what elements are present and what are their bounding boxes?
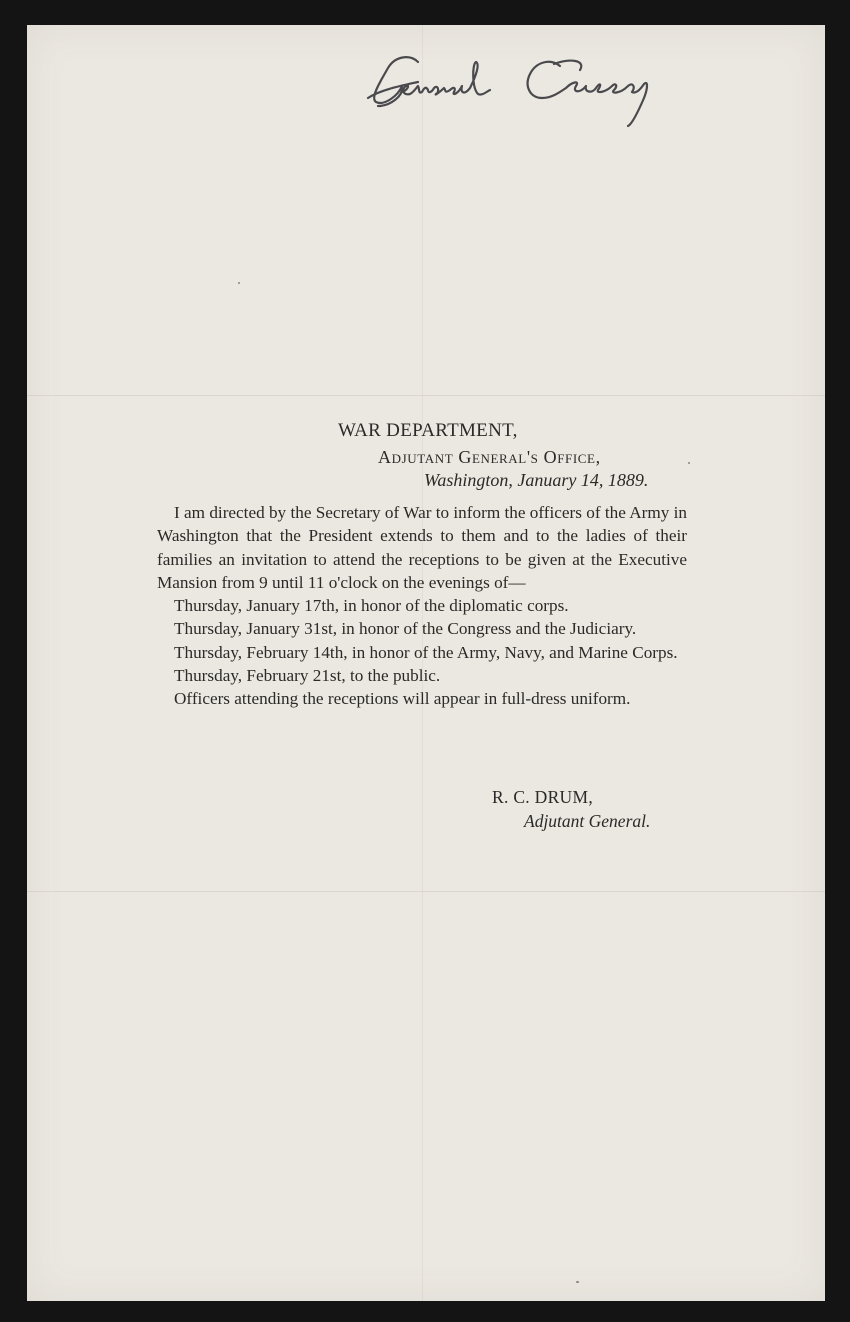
reception-item: Thursday, January 17th, in honor of the diplomatic corps. [174,596,569,616]
signatory-name: R. C. DRUM, [492,787,594,807]
signatory-title: Adjutant General. [524,811,651,831]
letter-body [157,501,687,711]
dateline [424,470,648,491]
dateline-place: Washington [424,470,509,490]
dateline-separator: , [508,470,518,490]
closing-paragraph: Officers attending the receptions will appear in full-dress uniform. [174,689,631,709]
reception-item: Thursday, January 31st, in honor of the Congress and the Judiciary. [174,619,637,639]
intro-paragraph: I am directed by the Secretary of War to inform the officers of the Army in Washington that the President extends to them and to the ladies of their families an invitation to attend the receptions to be given at the Executive Mansion from 9 until 11 o'clock on the evenings of— [157,503,687,592]
paper-speck [238,282,240,284]
department-heading: WAR DEPARTMENT, [338,420,518,441]
office-heading: Adjutant General's Office, [378,447,601,467]
dateline-date: January 14, 1889. [517,470,649,490]
reception-item: Thursday, February 21st, to the public. [174,666,441,686]
paper-speck [688,462,690,464]
reception-item: Thursday, February 14th, in honor of the Army, Navy, and Marine Corps. [174,642,678,662]
paper-speck [576,1281,579,1283]
